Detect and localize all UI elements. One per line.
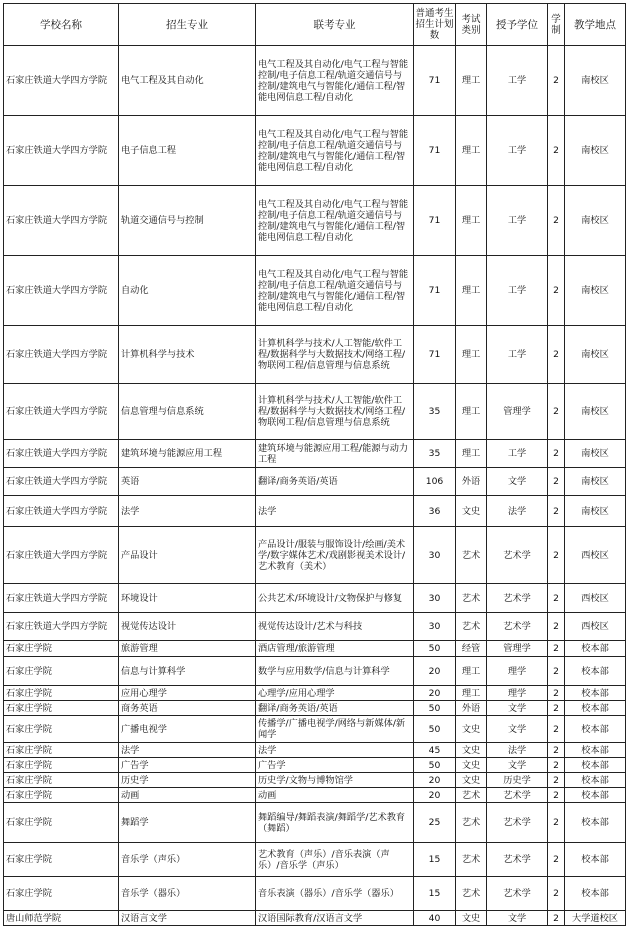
cell-school: 石家庄铁道大学四方学院: [4, 440, 119, 468]
cell-category: 文史: [456, 758, 487, 773]
cell-plan: 50: [414, 641, 456, 657]
table-row: [4, 440, 626, 468]
cell-category: 理工: [456, 686, 487, 701]
cell-location: 校本部: [565, 877, 626, 911]
cell-location: 南校区: [565, 440, 626, 468]
cell-years: 2: [548, 716, 565, 743]
cell-years: 2: [548, 256, 565, 326]
cell-related: 艺术教育（声乐）/音乐表演（声乐）/音乐学（声乐）: [256, 843, 414, 877]
cell-degree: 艺术学: [487, 843, 548, 877]
cell-location: 西校区: [565, 613, 626, 641]
cell-degree: 工学: [487, 46, 548, 116]
cell-school: 石家庄学院: [4, 877, 119, 911]
cell-school: 石家庄学院: [4, 716, 119, 743]
cell-plan: 50: [414, 758, 456, 773]
cell-school: 石家庄铁道大学四方学院: [4, 496, 119, 527]
cell-related: 翻译/商务英语/英语: [256, 701, 414, 716]
cell-school: 石家庄铁道大学四方学院: [4, 527, 119, 584]
cell-related: 广告学: [256, 758, 414, 773]
cell-plan: 20: [414, 686, 456, 701]
table-row: [4, 496, 626, 527]
cell-school: 石家庄铁道大学四方学院: [4, 46, 119, 116]
cell-related: 汉语国际教育/汉语言文学: [256, 911, 414, 926]
header-plan: 普通考生招生计划数: [414, 4, 456, 46]
cell-years: 2: [548, 496, 565, 527]
cell-plan: 71: [414, 186, 456, 256]
cell-school: 石家庄学院: [4, 788, 119, 803]
cell-category: 外语: [456, 468, 487, 496]
cell-related: 舞蹈编导/舞蹈表演/舞蹈学/艺术教育（舞蹈）: [256, 803, 414, 843]
cell-degree: 文学: [487, 716, 548, 743]
cell-school: 石家庄学院: [4, 657, 119, 686]
cell-related: 产品设计/服装与服饰设计/绘画/美术学/数字媒体艺术/戏剧影视美术设计/艺术教育（美术）: [256, 527, 414, 584]
cell-plan: 71: [414, 116, 456, 186]
cell-major: 广告学: [119, 758, 256, 773]
cell-degree: 艺术学: [487, 527, 548, 584]
cell-years: 2: [548, 843, 565, 877]
table-row: [4, 641, 626, 657]
cell-plan: 40: [414, 911, 456, 926]
cell-location: 校本部: [565, 701, 626, 716]
header-location: 教学地点: [565, 4, 626, 46]
cell-major: 历史学: [119, 773, 256, 788]
cell-location: 校本部: [565, 773, 626, 788]
cell-plan: 71: [414, 256, 456, 326]
cell-years: 2: [548, 527, 565, 584]
cell-related: 计算机科学与技术/人工智能/软件工程/数据科学与大数据技术/网络工程/物联网工程/信息管理与信息系统: [256, 326, 414, 384]
cell-major: 动画: [119, 788, 256, 803]
table-row: [4, 911, 626, 926]
cell-plan: 20: [414, 773, 456, 788]
header-category: 考试类别: [456, 4, 487, 46]
cell-major: 信息管理与信息系统: [119, 384, 256, 440]
cell-location: 南校区: [565, 468, 626, 496]
table-row: [4, 686, 626, 701]
cell-major: 信息与计算科学: [119, 657, 256, 686]
cell-years: 2: [548, 613, 565, 641]
cell-major: 产品设计: [119, 527, 256, 584]
cell-school: 石家庄学院: [4, 701, 119, 716]
cell-plan: 15: [414, 877, 456, 911]
cell-years: 2: [548, 701, 565, 716]
table-row: [4, 46, 626, 116]
cell-plan: 45: [414, 743, 456, 758]
cell-plan: 36: [414, 496, 456, 527]
table-row: [4, 527, 626, 584]
table-row: [4, 788, 626, 803]
table-row: [4, 186, 626, 256]
cell-location: 校本部: [565, 716, 626, 743]
cell-category: 理工: [456, 186, 487, 256]
cell-school: 石家庄铁道大学四方学院: [4, 256, 119, 326]
cell-related: 音乐表演（器乐）/音乐学（器乐）: [256, 877, 414, 911]
cell-plan: 15: [414, 843, 456, 877]
cell-major: 建筑环境与能源应用工程: [119, 440, 256, 468]
cell-degree: 文学: [487, 468, 548, 496]
cell-school: 石家庄学院: [4, 803, 119, 843]
cell-category: 艺术: [456, 843, 487, 877]
cell-years: 2: [548, 326, 565, 384]
cell-major: 法学: [119, 496, 256, 527]
cell-category: 理工: [456, 440, 487, 468]
cell-related: 电气工程及其自动化/电气工程与智能控制/电子信息工程/轨道交通信号与控制/建筑电气与智能化/通信工程/智能电网信息工程/自动化: [256, 46, 414, 116]
cell-related: 动画: [256, 788, 414, 803]
cell-degree: 艺术学: [487, 803, 548, 843]
table-row: [4, 613, 626, 641]
cell-category: 文史: [456, 773, 487, 788]
header-degree: 授予学位: [487, 4, 548, 46]
table-row: [4, 803, 626, 843]
cell-related: 心理学/应用心理学: [256, 686, 414, 701]
cell-related: 历史学/文物与博物馆学: [256, 773, 414, 788]
cell-years: 2: [548, 911, 565, 926]
cell-school: 石家庄学院: [4, 758, 119, 773]
cell-degree: 工学: [487, 186, 548, 256]
cell-category: 理工: [456, 326, 487, 384]
cell-degree: 管理学: [487, 384, 548, 440]
cell-school: 石家庄铁道大学四方学院: [4, 468, 119, 496]
cell-degree: 文学: [487, 911, 548, 926]
cell-plan: 71: [414, 326, 456, 384]
cell-years: 2: [548, 788, 565, 803]
cell-location: 南校区: [565, 116, 626, 186]
cell-category: 文史: [456, 743, 487, 758]
cell-location: 西校区: [565, 527, 626, 584]
cell-school: 石家庄铁道大学四方学院: [4, 584, 119, 613]
cell-years: 2: [548, 877, 565, 911]
cell-degree: 历史学: [487, 773, 548, 788]
cell-related: 酒店管理/旅游管理: [256, 641, 414, 657]
cell-location: 南校区: [565, 256, 626, 326]
cell-major: 电气工程及其自动化: [119, 46, 256, 116]
cell-major: 音乐学（器乐）: [119, 877, 256, 911]
cell-school: 唐山师范学院: [4, 911, 119, 926]
cell-degree: 法学: [487, 496, 548, 527]
cell-degree: 文学: [487, 701, 548, 716]
cell-years: 2: [548, 46, 565, 116]
cell-related: 电气工程及其自动化/电气工程与智能控制/电子信息工程/轨道交通信号与控制/建筑电气与智能化/通信工程/智能电网信息工程/自动化: [256, 186, 414, 256]
cell-plan: 50: [414, 701, 456, 716]
admissions-table: [3, 3, 626, 926]
cell-related: 电气工程及其自动化/电气工程与智能控制/电子信息工程/轨道交通信号与控制/建筑电气与智能化/通信工程/智能电网信息工程/自动化: [256, 256, 414, 326]
cell-location: 西校区: [565, 584, 626, 613]
cell-degree: 工学: [487, 440, 548, 468]
cell-category: 艺术: [456, 584, 487, 613]
cell-plan: 20: [414, 788, 456, 803]
cell-category: 艺术: [456, 877, 487, 911]
cell-category: 艺术: [456, 803, 487, 843]
cell-school: 石家庄学院: [4, 641, 119, 657]
cell-school: 石家庄学院: [4, 743, 119, 758]
cell-major: 音乐学（声乐）: [119, 843, 256, 877]
cell-major: 自动化: [119, 256, 256, 326]
cell-location: 校本部: [565, 758, 626, 773]
cell-major: 舞蹈学: [119, 803, 256, 843]
cell-category: 艺术: [456, 788, 487, 803]
cell-category: 外语: [456, 701, 487, 716]
cell-category: 理工: [456, 657, 487, 686]
cell-major: 法学: [119, 743, 256, 758]
cell-location: 南校区: [565, 384, 626, 440]
cell-category: 理工: [456, 256, 487, 326]
cell-school: 石家庄学院: [4, 773, 119, 788]
cell-degree: 艺术学: [487, 877, 548, 911]
table-row: [4, 877, 626, 911]
cell-school: 石家庄铁道大学四方学院: [4, 384, 119, 440]
cell-plan: 106: [414, 468, 456, 496]
cell-degree: 理学: [487, 657, 548, 686]
cell-category: 文史: [456, 716, 487, 743]
table-row: [4, 701, 626, 716]
cell-school: 石家庄铁道大学四方学院: [4, 186, 119, 256]
table-row: [4, 743, 626, 758]
cell-location: 校本部: [565, 788, 626, 803]
cell-major: 环境设计: [119, 584, 256, 613]
cell-years: 2: [548, 758, 565, 773]
cell-related: 计算机科学与技术/人工智能/软件工程/数据科学与大数据技术/网络工程/物联网工程/信息管理与信息系统: [256, 384, 414, 440]
cell-location: 校本部: [565, 686, 626, 701]
cell-related: 公共艺术/环境设计/文物保护与修复: [256, 584, 414, 613]
cell-category: 艺术: [456, 527, 487, 584]
cell-major: 旅游管理: [119, 641, 256, 657]
cell-category: 理工: [456, 46, 487, 116]
cell-major: 计算机科学与技术: [119, 326, 256, 384]
header-years: 学制: [548, 4, 565, 46]
cell-years: 2: [548, 468, 565, 496]
cell-category: 理工: [456, 384, 487, 440]
cell-school: 石家庄铁道大学四方学院: [4, 326, 119, 384]
cell-major: 英语: [119, 468, 256, 496]
cell-plan: 30: [414, 613, 456, 641]
cell-years: 2: [548, 743, 565, 758]
cell-related: 法学: [256, 743, 414, 758]
cell-plan: 30: [414, 584, 456, 613]
cell-category: 经管: [456, 641, 487, 657]
cell-major: 商务英语: [119, 701, 256, 716]
cell-degree: 工学: [487, 326, 548, 384]
cell-related: 视觉传达设计/艺术与科技: [256, 613, 414, 641]
cell-degree: 工学: [487, 256, 548, 326]
cell-related: 翻译/商务英语/英语: [256, 468, 414, 496]
header-related: 联考专业: [256, 4, 414, 46]
cell-degree: 艺术学: [487, 613, 548, 641]
header-school: 学校名称: [4, 4, 119, 46]
cell-major: 应用心理学: [119, 686, 256, 701]
cell-major: 视觉传达设计: [119, 613, 256, 641]
cell-location: 南校区: [565, 496, 626, 527]
table-row: [4, 758, 626, 773]
cell-years: 2: [548, 803, 565, 843]
cell-school: 石家庄学院: [4, 843, 119, 877]
cell-plan: 25: [414, 803, 456, 843]
cell-degree: 法学: [487, 743, 548, 758]
table-row: [4, 584, 626, 613]
table-row: [4, 773, 626, 788]
table-row: [4, 657, 626, 686]
cell-years: 2: [548, 641, 565, 657]
cell-years: 2: [548, 186, 565, 256]
cell-location: 南校区: [565, 326, 626, 384]
cell-degree: 理学: [487, 686, 548, 701]
cell-plan: 30: [414, 527, 456, 584]
table-row: [4, 716, 626, 743]
cell-years: 2: [548, 773, 565, 788]
cell-location: 南校区: [565, 186, 626, 256]
table-row: [4, 116, 626, 186]
cell-related: 法学: [256, 496, 414, 527]
cell-related: 传播学/广播电视学/网络与新媒体/新闻学: [256, 716, 414, 743]
cell-degree: 艺术学: [487, 584, 548, 613]
cell-location: 校本部: [565, 743, 626, 758]
cell-years: 2: [548, 657, 565, 686]
cell-degree: 艺术学: [487, 788, 548, 803]
table-row: [4, 843, 626, 877]
cell-school: 石家庄学院: [4, 686, 119, 701]
header-row: [4, 4, 626, 46]
cell-location: 南校区: [565, 46, 626, 116]
cell-category: 理工: [456, 116, 487, 186]
cell-school: 石家庄铁道大学四方学院: [4, 116, 119, 186]
cell-related: 数学与应用数学/信息与计算科学: [256, 657, 414, 686]
cell-location: 校本部: [565, 843, 626, 877]
cell-plan: 35: [414, 440, 456, 468]
cell-years: 2: [548, 440, 565, 468]
cell-location: 校本部: [565, 641, 626, 657]
cell-plan: 20: [414, 657, 456, 686]
cell-years: 2: [548, 384, 565, 440]
cell-school: 石家庄铁道大学四方学院: [4, 613, 119, 641]
cell-location: 校本部: [565, 803, 626, 843]
cell-years: 2: [548, 584, 565, 613]
cell-plan: 71: [414, 46, 456, 116]
cell-category: 艺术: [456, 613, 487, 641]
cell-years: 2: [548, 116, 565, 186]
cell-plan: 35: [414, 384, 456, 440]
cell-location: 大学道校区: [565, 911, 626, 926]
table-row: [4, 326, 626, 384]
cell-related: 电气工程及其自动化/电气工程与智能控制/电子信息工程/轨道交通信号与控制/建筑电气与智能化/通信工程/智能电网信息工程/自动化: [256, 116, 414, 186]
cell-location: 校本部: [565, 657, 626, 686]
cell-plan: 50: [414, 716, 456, 743]
header-major: 招生专业: [119, 4, 256, 46]
cell-category: 文史: [456, 911, 487, 926]
table-row: [4, 256, 626, 326]
cell-degree: 文学: [487, 758, 548, 773]
cell-major: 汉语言文学: [119, 911, 256, 926]
cell-years: 2: [548, 686, 565, 701]
cell-major: 轨道交通信号与控制: [119, 186, 256, 256]
cell-major: 电子信息工程: [119, 116, 256, 186]
cell-related: 建筑环境与能源应用工程/能源与动力工程: [256, 440, 414, 468]
cell-degree: 管理学: [487, 641, 548, 657]
table-row: [4, 384, 626, 440]
table-row: [4, 468, 626, 496]
cell-major: 广播电视学: [119, 716, 256, 743]
cell-category: 文史: [456, 496, 487, 527]
cell-degree: 工学: [487, 116, 548, 186]
